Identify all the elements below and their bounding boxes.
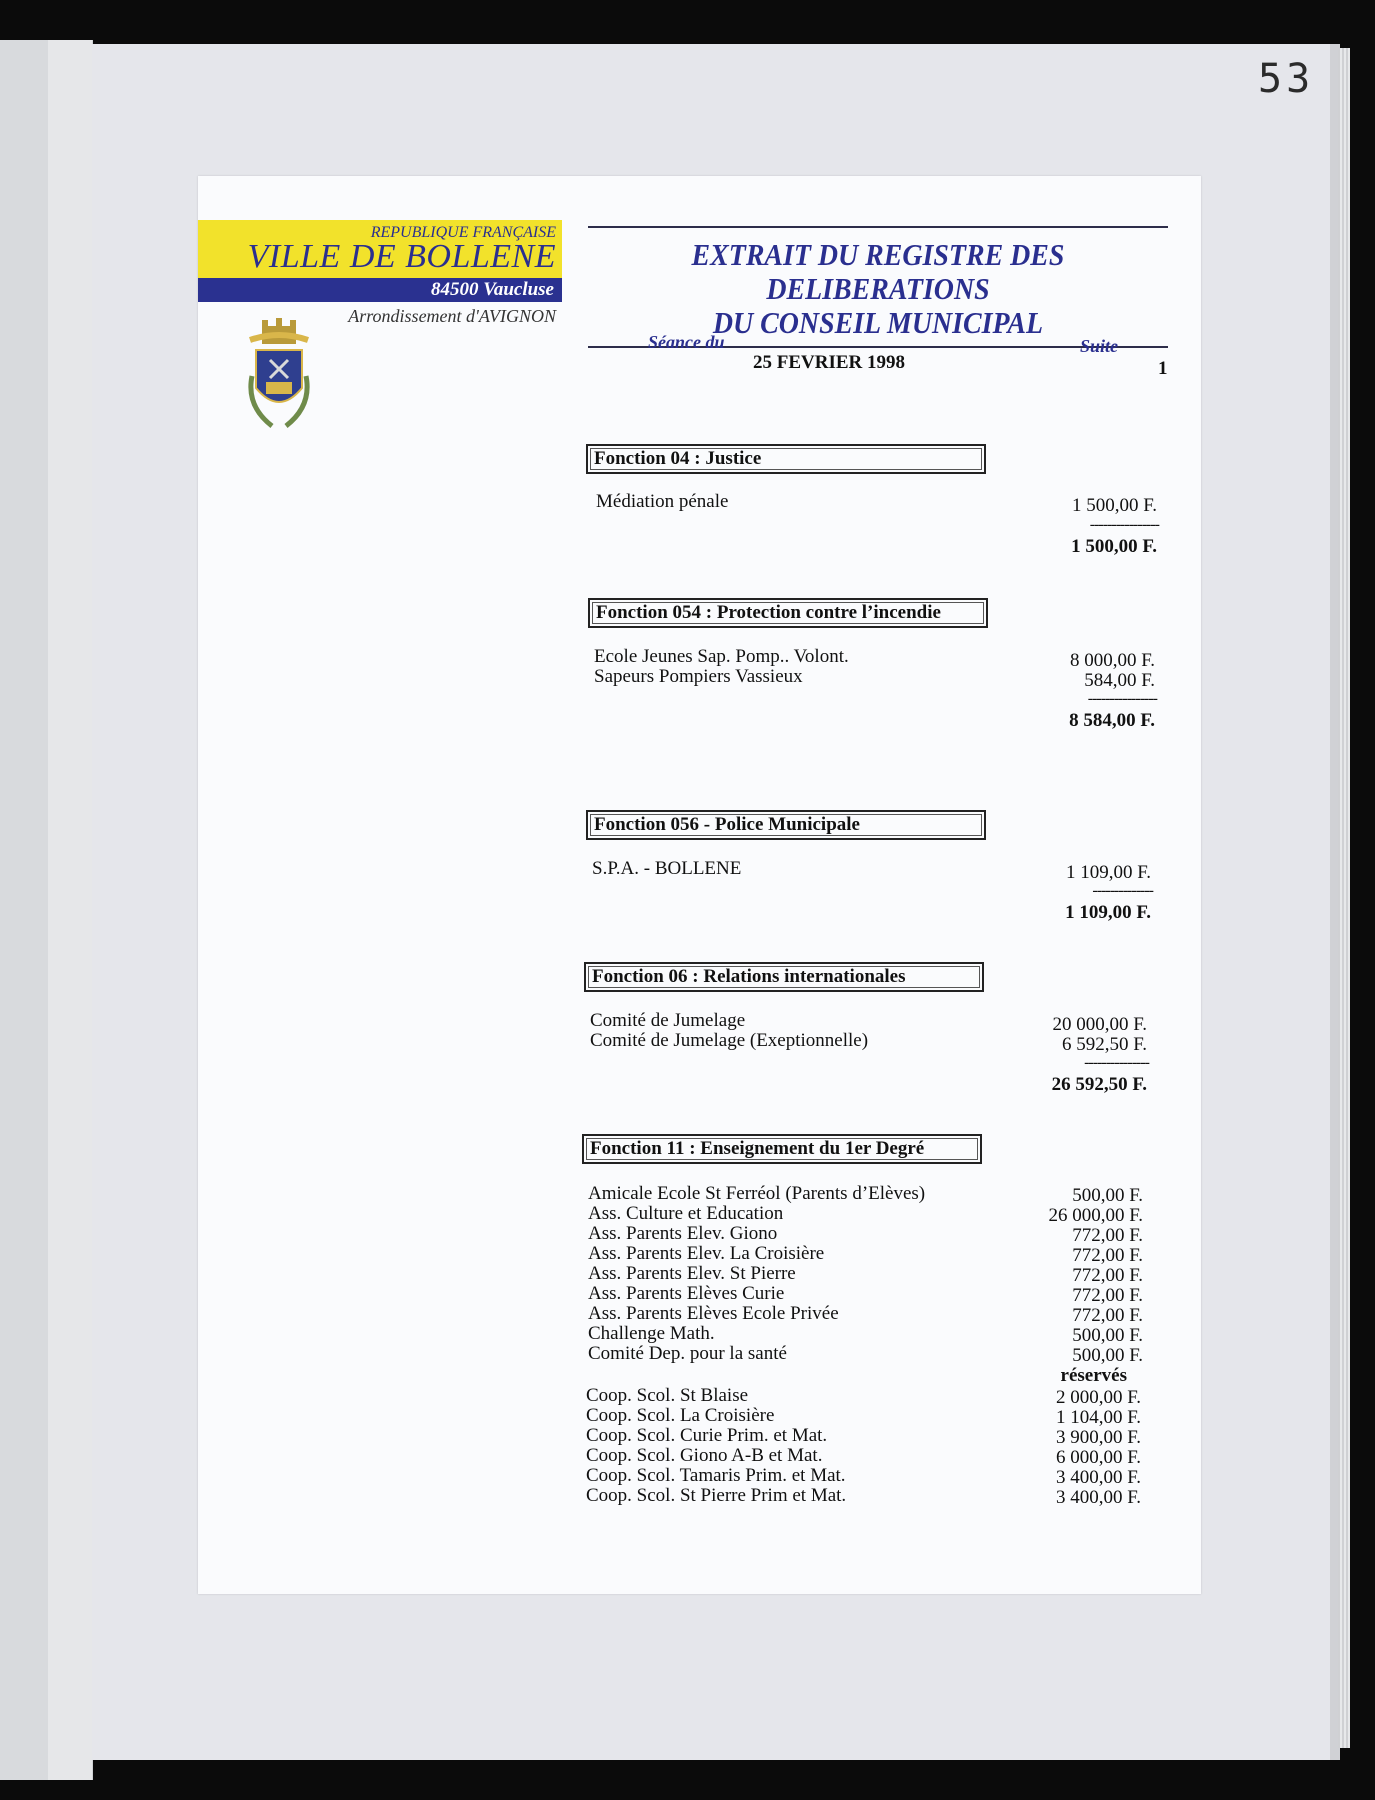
page-number: 53 [1258,56,1315,102]
section-total: 8 584,00 F. [1069,710,1155,731]
seance-date: 25 FEVRIER 1998 [753,352,906,373]
list-item-label: Comité de Jumelage [590,1010,746,1031]
section-title: Fonction 056 - Police Municipale [594,814,860,835]
list-item-label: Ass. Parents Elèves Ecole Privée [588,1303,839,1324]
section-header-incendie [588,598,988,628]
list-item-label: Coop. Scol. St Blaise [586,1385,749,1406]
section-total: 26 592,50 F. [1051,1074,1147,1095]
list-item-amount: 2 000,00 F. [1055,1387,1141,1408]
list-item-amount: 772,00 F. [1072,1305,1143,1326]
republique-label: REPUBLIQUE FRANÇAISE [370,224,556,241]
list-item-label: Coop. Scol. La Croisière [586,1405,775,1426]
departement-label: 84500 Vaucluse [431,279,554,300]
section-header-justice [586,444,986,474]
section-title: Fonction 04 : Justice [594,448,762,469]
section-title: Fonction 06 : Relations internationales [592,966,906,987]
list-item-amount: 8 000,00 F. [1069,650,1155,671]
document-sheet [198,176,1201,1594]
list-item-amount: 772,00 F. [1072,1245,1143,1266]
ville-title: VILLE DE BOLLENE [247,238,556,275]
section-total: 1 500,00 F. [1071,536,1157,557]
register-title [588,226,1168,348]
total-separator: ---------------- [1087,690,1157,707]
book-binding [0,40,49,1780]
list-item-amount: 772,00 F. [1072,1225,1143,1246]
list-item-label: Ass. Parents Elev. St Pierre [588,1263,796,1284]
suite-label: Suite [1080,336,1119,356]
list-item-amount: 3 400,00 F. [1055,1467,1141,1488]
list-item-amount: 20 000,00 F. [1052,1014,1147,1035]
total-separator: ---------------- [1089,516,1159,533]
total-separator: --------------- [1084,1054,1149,1071]
list-item-amount: 6 592,50 F. [1061,1034,1147,1055]
list-item-label: Coop. Scol. St Pierre Prim et Mat. [586,1485,847,1506]
list-item-amount: 3 900,00 F. [1055,1427,1141,1448]
book-binding-inner [48,40,93,1780]
list-item-label: Comité Dep. pour la santé [588,1343,787,1364]
list-item-label: S.P.A. - BOLLENE [592,858,742,879]
arrondissement-label: Arrondissement d'AVIGNON [348,306,556,326]
list-item-label: Ecole Jeunes Sap. Pomp.. Volont. [594,646,849,667]
list-item-label: Amicale Ecole St Ferréol (Parents d’Elèves) [588,1183,926,1204]
list-item-label: Ass. Parents Elev. Giono [588,1223,778,1244]
list-item-label: Coop. Scol. Curie Prim. et Mat. [586,1425,828,1446]
list-item-label: Médiation pénale [596,491,729,512]
section-title: Fonction 11 : Enseignement du 1er Degré [590,1138,925,1159]
town-banner [198,220,562,327]
section-header-enseignement [582,1134,982,1164]
section-title: Fonction 054 : Protection contre l’incendie [596,602,941,623]
list-item-label: Coop. Scol. Tamaris Prim. et Mat. [586,1465,846,1486]
list-item-label: Comité de Jumelage (Exeptionnelle) [590,1030,869,1051]
list-item-label: Sapeurs Pompiers Vassieux [594,666,803,687]
list-item-amount: 3 400,00 F. [1055,1487,1141,1508]
list-item-amount: 500,00 F. [1072,1185,1143,1206]
list-item-amount: 1 104,00 F. [1055,1407,1141,1428]
title-line-1: EXTRAIT DU REGISTRE DES DELIBERATIONS [691,237,1065,306]
title-line-2: DU CONSEIL MUNICIPAL [712,305,1044,340]
suite-number: 1 [1158,358,1168,379]
list-item-amount: 500,00 F. [1072,1325,1143,1346]
list-item-amount: 772,00 F. [1072,1265,1143,1286]
list-item-amount: 1 109,00 F. [1065,862,1151,883]
list-item-amount: 772,00 F. [1072,1285,1143,1306]
list-item-label: Ass. Parents Elev. La Croisière [588,1243,825,1264]
reserves-label: réservés [1060,1365,1127,1386]
coat-of-arms-icon [242,316,316,432]
section-header-police [586,810,986,840]
list-item-label: Ass. Parents Elèves Curie [588,1283,785,1304]
list-item-amount: 500,00 F. [1072,1345,1143,1366]
section-total: 1 109,00 F. [1065,902,1151,923]
list-item-amount: 1 500,00 F. [1071,495,1157,516]
list-item-label: Challenge Math. [588,1323,715,1344]
total-separator: -------------- [1092,882,1153,899]
list-item-label: Coop. Scol. Giono A-B et Mat. [586,1445,823,1466]
list-item-amount: 26 000,00 F. [1048,1205,1143,1226]
list-item-label: Ass. Culture et Education [588,1203,784,1224]
seance-label: Séance du [648,332,725,352]
section-header-relations [584,962,984,992]
list-item-amount: 6 000,00 F. [1055,1447,1141,1468]
page-edges [1338,48,1350,1748]
list-item-amount: 584,00 F. [1084,670,1155,691]
